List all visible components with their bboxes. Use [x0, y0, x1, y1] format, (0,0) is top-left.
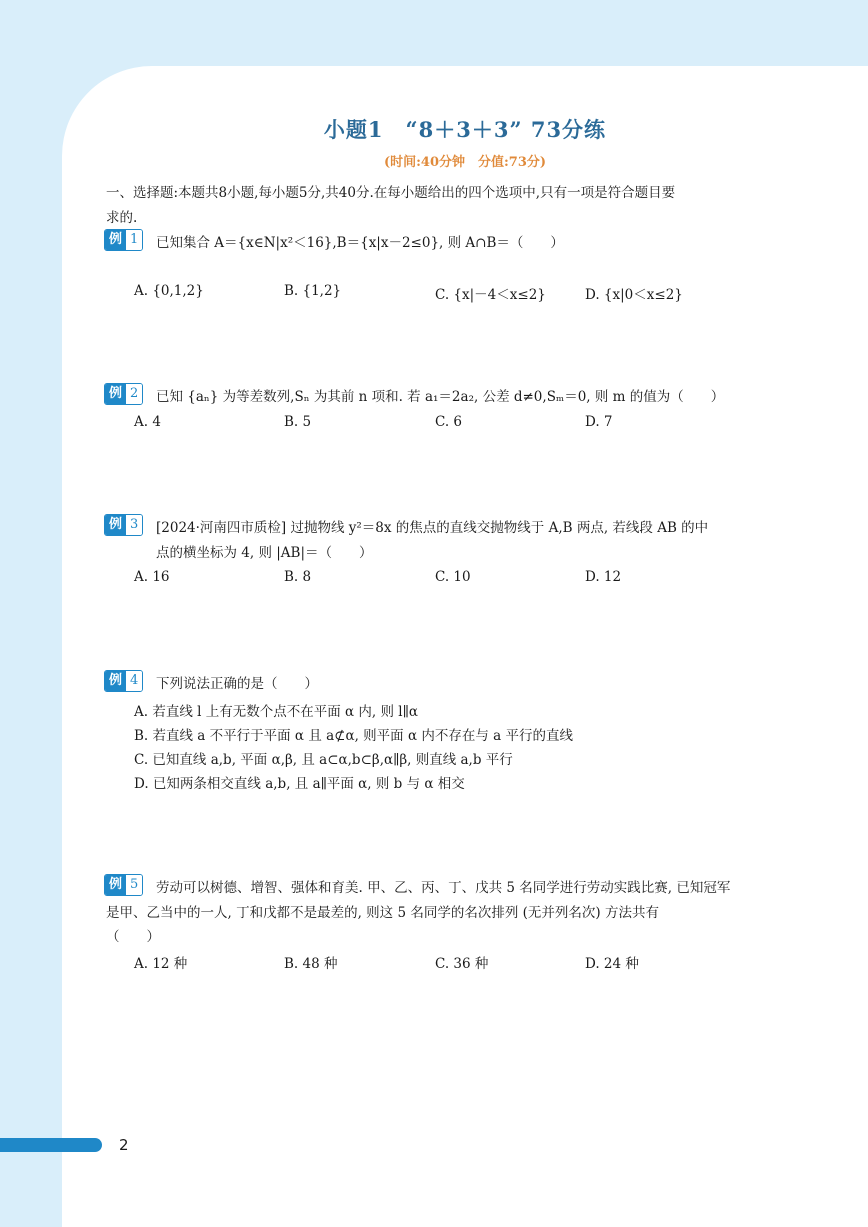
badge-label: 例 — [105, 515, 126, 535]
question-2-option-d: D. 7 — [585, 414, 613, 430]
question-2-line-1: 已知 {aₙ} 为等差数列,Sₙ 为其前 n 项和. 若 a₁＝2a₂, 公差 d≠0,Sₘ＝0, 则 m 的值为（ ） — [156, 389, 725, 405]
question-2-option-c: C. 6 — [435, 414, 463, 430]
page-title: 小题1 “8＋3＋3” 73分练 — [323, 117, 607, 142]
question-3-option-d: D. 12 — [585, 569, 622, 585]
question-5-option-d: D. 24 种 — [585, 956, 639, 972]
question-4-option-a: A. 若直线 l 上有无数个点不在平面 α 内, 则 l∥α — [134, 704, 418, 720]
badge-number: 5 — [126, 875, 142, 895]
question-badge-3 — [104, 514, 143, 536]
question-1-option-d: D. {x|0＜x≤2} — [585, 287, 683, 303]
question-1-option-c: C. {x|－4＜x≤2} — [435, 287, 546, 303]
question-5-line-1: 劳动可以树德、增智、强体和育美. 甲、乙、丙、丁、戊共 5 名同学进行劳动实践比赛, 已知冠军 — [156, 880, 731, 896]
page-subtitle: (时间:40分钟 分值:73分) — [383, 155, 547, 170]
question-1-line-1: 已知集合 A＝{x∈N|x²＜16},B＝{x|x－2≤0}, 则 A∩B＝（ ） — [156, 235, 564, 251]
question-5-option-c: C. 36 种 — [435, 956, 489, 972]
section-intro-line-2: 求的. — [106, 210, 138, 226]
question-3-line-2: 点的横坐标为 4, 则 |AB|＝（ ） — [156, 545, 373, 561]
question-4-option-c: C. 已知直线 a,b, 平面 α,β, 且 a⊂α,b⊂β,α∥β, 则直线 a,b 平行 — [134, 752, 513, 768]
badge-label: 例 — [105, 384, 126, 404]
question-3-option-b: B. 8 — [284, 569, 312, 585]
badge-label: 例 — [105, 230, 126, 250]
page-number: 2 — [119, 1136, 129, 1154]
question-4-line-1: 下列说法正确的是（ ） — [156, 676, 318, 692]
badge-number: 4 — [126, 671, 142, 691]
question-5-line-3: （ ） — [106, 929, 160, 945]
question-2-option-b: B. 5 — [284, 414, 312, 430]
question-3-option-a: A. 16 — [134, 569, 170, 585]
badge-label: 例 — [105, 671, 126, 691]
question-1-option-b: B. {1,2} — [284, 283, 342, 299]
section-intro-line-1: 一、选择题:本题共8小题,每小题5分,共40分.在每小题给出的四个选项中,只有一项是符合题目要 — [106, 185, 676, 201]
badge-number: 3 — [126, 515, 142, 535]
question-1-option-a: A. {0,1,2} — [134, 283, 204, 299]
question-badge-4 — [104, 670, 143, 692]
question-5-option-a: A. 12 种 — [134, 956, 188, 972]
question-5-line-2: 是甲、乙当中的一人, 丁和戊都不是最差的, 则这 5 名同学的名次排列 (无并列名次) 方法共有 — [106, 905, 659, 921]
question-badge-1 — [104, 229, 143, 251]
question-4-option-b: B. 若直线 a 不平行于平面 α 且 a⊄α, 则平面 α 内不存在与 a 平行的直线 — [134, 728, 574, 744]
badge-number: 2 — [126, 384, 142, 404]
question-2-option-a: A. 4 — [134, 414, 161, 430]
question-3-line-1: [2024·河南四市质检] 过抛物线 y²＝8x 的焦点的直线交抛物线于 A,B 两点, 若线段 AB 的中 — [156, 520, 709, 536]
badge-number: 1 — [126, 230, 142, 250]
badge-label: 例 — [105, 875, 126, 895]
question-badge-2 — [104, 383, 143, 405]
question-badge-5 — [104, 874, 143, 896]
question-5-option-b: B. 48 种 — [284, 956, 338, 972]
question-3-option-c: C. 10 — [435, 569, 471, 585]
question-4-option-d: D. 已知两条相交直线 a,b, 且 a∥平面 α, 则 b 与 α 相交 — [134, 776, 465, 792]
page-number-bar — [0, 1138, 102, 1152]
